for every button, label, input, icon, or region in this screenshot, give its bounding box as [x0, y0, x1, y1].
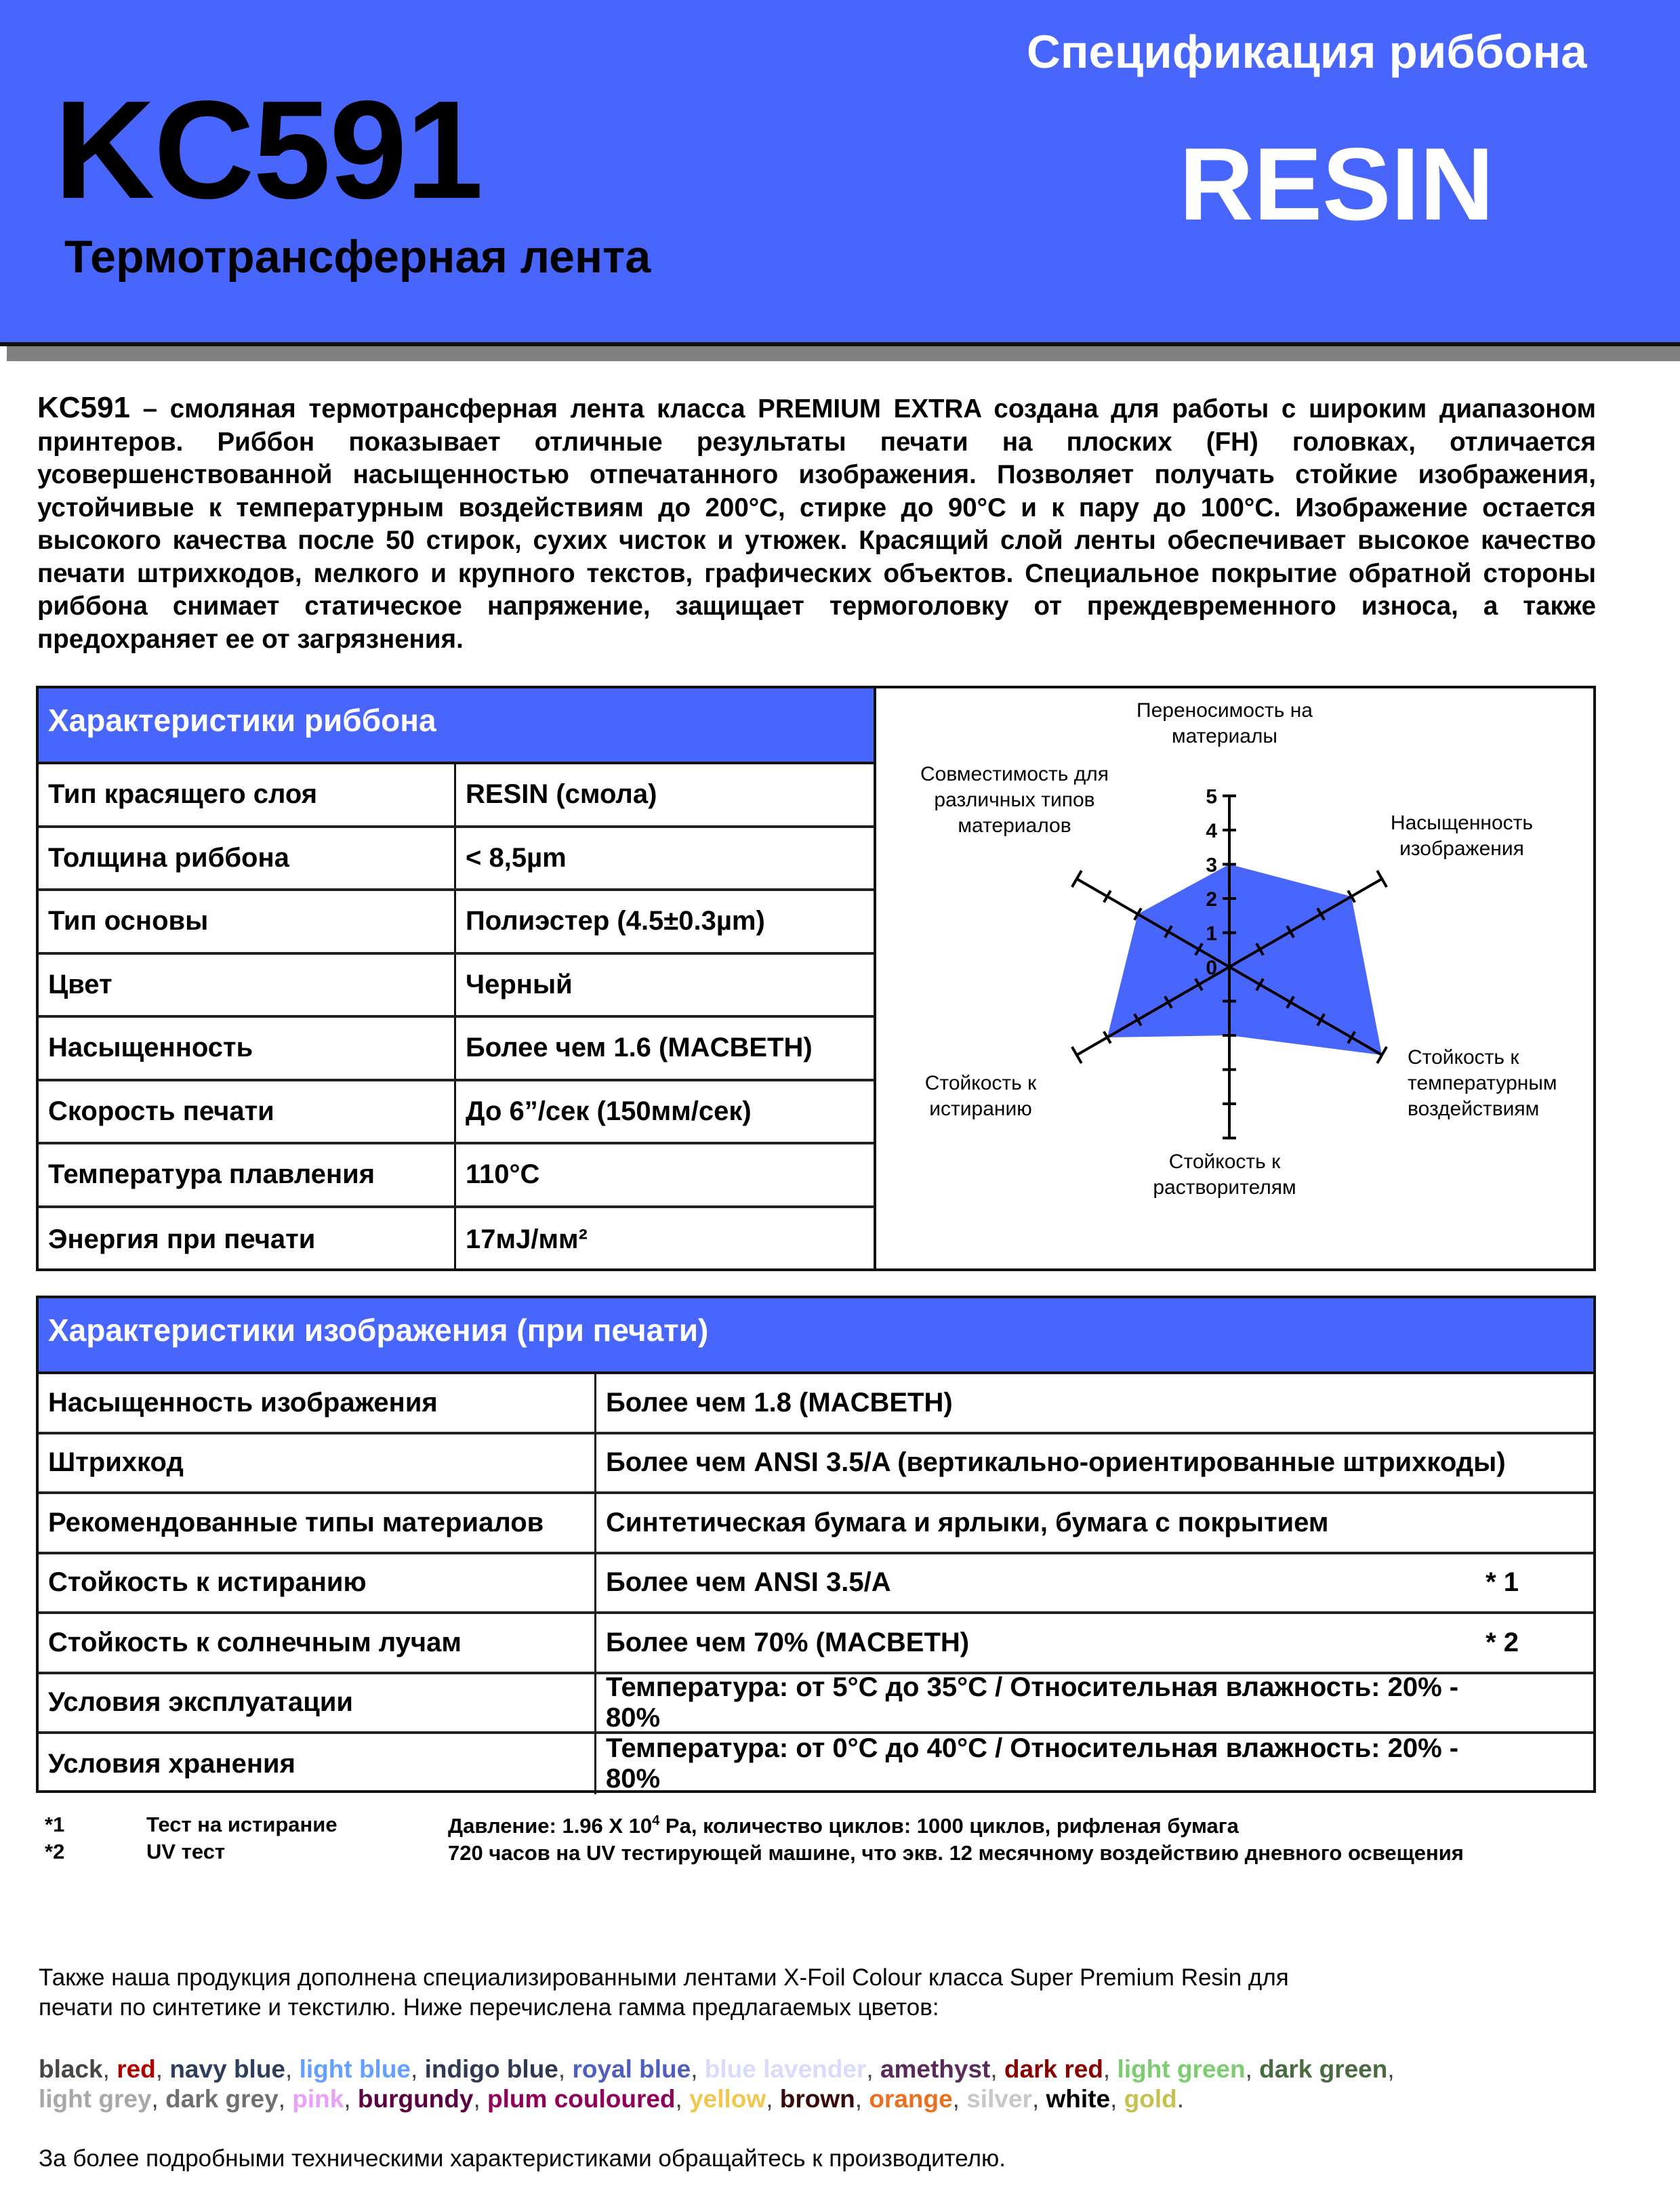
ribbon-table — [39, 688, 876, 1268]
row-label: Стойкость к истиранию — [39, 1554, 596, 1612]
table-row — [39, 1494, 1593, 1554]
radar-label-upper-right: Насыщенность изображения — [1390, 812, 1534, 860]
row-value — [596, 1674, 1593, 1732]
radar-tick-label: 1 — [1206, 922, 1217, 945]
colour-name: amethyst — [880, 2055, 991, 2083]
radar-label-upper-left: Совместимость для различных типов материалов — [920, 763, 1109, 837]
radar-label-lower-left: Стойкость к истиранию — [924, 1072, 1037, 1120]
footnote-name: Тест на истирание — [146, 1813, 337, 1836]
table-row — [39, 1614, 1593, 1674]
colour-list-line-1: black, red, navy blue, light blue, indigo blue, royal blue, blue lavender, amethyst, dark red, light green, dark green, — [39, 2055, 1395, 2083]
footnote-text-part: Pa, количество циклов: 1000 циклов, рифленая бумага — [659, 1814, 1239, 1838]
colour-name: royal blue — [572, 2055, 691, 2083]
row-value: < 8,5µm — [466, 842, 567, 873]
footnote-text-part: Давление: 1.96 X 10 — [448, 1814, 653, 1838]
colour-intro-line-2: печати по синтетике и текстилю. Ниже перечислена гамма предлагаемых цветов: — [39, 1994, 939, 2021]
radar-tick-label: 3 — [1206, 854, 1217, 877]
spec-title: Спецификация риббона — [1027, 26, 1587, 78]
table-row — [39, 891, 874, 955]
ribbon-type-title: RESIN — [1179, 127, 1494, 242]
ribbon-spec-section — [36, 686, 1596, 1271]
table-row — [39, 955, 874, 1018]
colour-intro-line-1: Также наша продукция дополнена специализированными лентами X-Foil Colour класса Super Premium Resin для — [39, 1964, 1289, 1991]
row-value — [596, 1614, 1593, 1672]
table-row — [39, 1144, 874, 1208]
colour-name: light green — [1117, 2055, 1246, 2083]
row-value-text: Более чем 70% (MACBETH) — [606, 1627, 970, 1657]
table-row — [39, 1434, 1593, 1495]
table-row — [39, 764, 874, 828]
row-label: Рекомендованные типы материалов — [39, 1494, 596, 1552]
table-row — [39, 1018, 874, 1081]
footnote — [45, 1841, 1464, 1863]
footnote-key: *1 — [45, 1813, 65, 1836]
row-value-text: Более чем ANSI 3.5/A (вертикально-ориентированные штрихкоды) — [606, 1447, 1506, 1478]
radar-tick-label: 5 — [1206, 785, 1217, 808]
intro-paragraph — [37, 392, 1596, 656]
table-row — [39, 1554, 1593, 1615]
row-label: Температура плавления — [39, 1144, 456, 1205]
row-value — [596, 1554, 1593, 1612]
header-shadow — [7, 346, 1680, 361]
footnote-text — [448, 1841, 1464, 1863]
row-value — [596, 1374, 1593, 1432]
row-label: Тип красящего слоя — [39, 764, 456, 825]
colour-name: plum couloured — [487, 2085, 676, 2113]
row-footnote-ref: * 2 — [1486, 1627, 1519, 1657]
row-value-text: Синтетическая бумага и ярлыки, бумага с покрытием — [606, 1507, 1329, 1537]
intro-lead: KC591 — [37, 391, 130, 424]
row-value: RESIN (смола) — [466, 779, 657, 810]
colour-name: red — [117, 2055, 156, 2083]
product-subtitle: Термотрансферная лента — [64, 231, 651, 283]
colour-name: gold — [1124, 2085, 1177, 2113]
row-value-text: Более чем 1.8 (MACBETH) — [606, 1387, 953, 1418]
colour-name: dark green — [1259, 2055, 1388, 2083]
colour-list — [39, 2054, 1597, 2114]
row-value — [596, 1494, 1593, 1552]
footnote — [45, 1814, 1239, 1836]
contact-note: За более подробными техническими характеристиками обращайтесь к производителю. — [39, 2145, 1006, 2172]
row-value: Более чем 1.6 (MACBETH) — [466, 1033, 813, 1063]
image-table-title: Характеристики изображения (при печати) — [39, 1298, 1593, 1374]
radar-label-lower-right: Стойкость к температурным воздействиям — [1408, 1046, 1557, 1120]
row-footnote-ref: * 1 — [1486, 1567, 1519, 1598]
radar-axis-line — [1377, 871, 1387, 887]
row-label: Условия хранения — [39, 1734, 596, 1794]
table-row — [39, 1208, 874, 1272]
intro-text: – смоляная термотрансферная лента класса PREMIUM EXTRA создана для работы с широким диапазоном принтеров. Риббон показывает отличные результаты печати на плоских (FH) головках, отличается усовершенствованной насыщенностью отпечатанного изображения. Позволяет получать стойкие изображения, устойчивые к температурным воздействиям до 200°С, стирке до 90°С и к пару до 100°С. Изображение остается высокого качества после 50 стирок, сухих чисток и утюжек. Красящий слой ленты обеспечивает высокое качество печати штрихкодов, мелкого и крупного текстов, графических объектов. Специальное покрытие обратной стороны риббона снимает статическое напряжение, защищает термоголовку от преждевременного износа, а также предохраняет ее от загрязнения. — [37, 394, 1596, 654]
row-label: Тип основы — [39, 891, 456, 952]
row-value: Черный — [466, 969, 573, 999]
row-value: 110°С — [466, 1159, 540, 1190]
footnote-name: UV тест — [146, 1840, 226, 1863]
radar-axis-line — [1072, 1047, 1082, 1063]
footnote-superscript: 4 — [652, 1813, 660, 1828]
footnote-text-part: 720 часов на UV тестирующей машине, что экв. 12 месячному воздействию дневного освещения — [448, 1841, 1464, 1865]
row-value — [596, 1434, 1593, 1492]
colour-ribbons-intro — [39, 1963, 1462, 2023]
table-row — [39, 1674, 1593, 1735]
row-label: Насыщенность — [39, 1018, 456, 1079]
colour-name: indigo blue — [424, 2055, 558, 2083]
row-value-text: Температура: от 5°С до 35°С / Относительная влажность: 20% - 80% — [606, 1672, 1459, 1733]
image-spec-table — [36, 1296, 1596, 1793]
colour-name: white — [1046, 2085, 1111, 2113]
ribbon-table-title: Характеристики риббона — [39, 688, 874, 764]
row-label: Скорость печати — [39, 1081, 456, 1142]
table-row — [39, 1081, 874, 1145]
colour-name: light grey — [39, 2085, 152, 2113]
colour-name: dark red — [1004, 2055, 1103, 2083]
footnote-key: *2 — [45, 1840, 65, 1863]
row-label: Энергия при печати — [39, 1208, 456, 1272]
radar-tick-label: 4 — [1206, 820, 1217, 842]
colour-name: silver — [966, 2085, 1032, 2113]
colour-name: yellow — [689, 2085, 766, 2113]
radar-tick-label: 0 — [1206, 957, 1217, 979]
colour-name: burgundy — [357, 2085, 474, 2113]
row-value — [596, 1734, 1593, 1794]
footnote-text — [448, 1814, 1239, 1836]
row-label: Толщина риббона — [39, 828, 456, 889]
row-label: Условия эксплуатации — [39, 1674, 596, 1732]
row-value: До 6”/сек (150мм/сек) — [466, 1096, 752, 1126]
colour-name: brown — [779, 2085, 855, 2113]
radar-tick-label: 2 — [1206, 888, 1217, 911]
radar-chart — [879, 688, 1593, 1268]
colour-name: navy blue — [169, 2055, 286, 2083]
radar-axis-line — [1072, 871, 1082, 887]
row-label: Насыщенность изображения — [39, 1374, 596, 1432]
product-model: KC591 — [54, 72, 483, 228]
row-label: Цвет — [39, 955, 456, 1016]
row-value-text: Температура: от 0°С до 40°С / Относительная влажность: 20% - 80% — [606, 1733, 1459, 1794]
colour-list-line-2: light grey, dark grey, pink, burgundy, plum couloured, yellow, brown, orange, silver, white, gold. — [39, 2085, 1184, 2113]
colour-name: light blue — [299, 2055, 411, 2083]
row-value-text: Более чем ANSI 3.5/A — [606, 1567, 891, 1598]
row-label: Стойкость к солнечным лучам — [39, 1614, 596, 1672]
colour-name: pink — [292, 2085, 344, 2113]
radar-label-bottom: Стойкость к растворителям — [1153, 1151, 1296, 1199]
colour-name: black — [39, 2055, 103, 2083]
colour-name: dark grey — [165, 2085, 279, 2113]
table-row — [39, 1734, 1593, 1794]
colour-name: blue lavender — [704, 2055, 867, 2083]
row-value: 17мJ/мм² — [466, 1224, 588, 1254]
row-label: Штрихкод — [39, 1434, 596, 1492]
table-row — [39, 1374, 1593, 1434]
row-value: Полиэстер (4.5±0.3µm) — [466, 906, 765, 936]
colour-name: orange — [869, 2085, 953, 2113]
radar-label-top: Переносимость на материалы — [1136, 699, 1313, 747]
table-row — [39, 828, 874, 892]
